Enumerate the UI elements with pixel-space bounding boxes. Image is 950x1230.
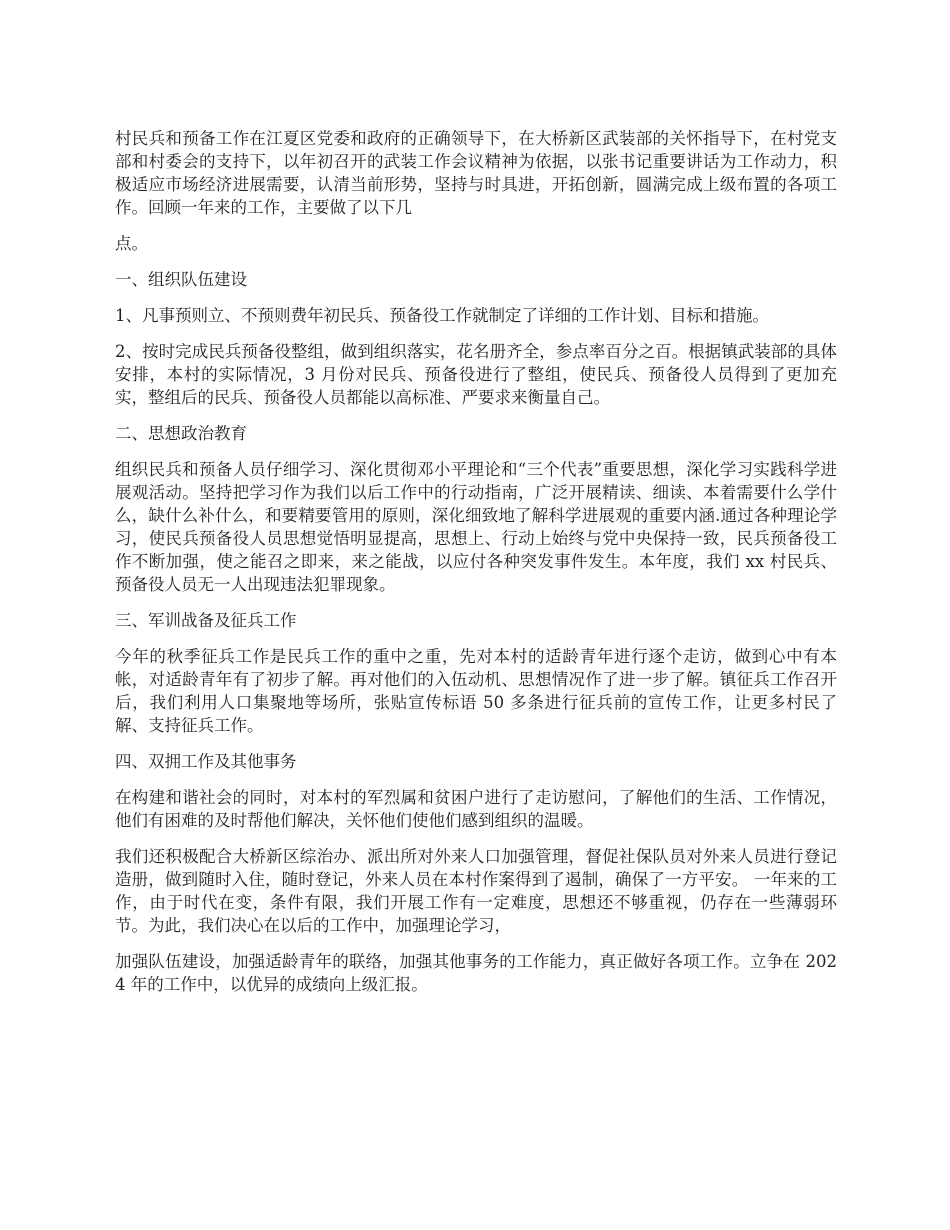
paragraph-recruitment: 今年的秋季征兵工作是民兵工作的重中之重，先对本村的适龄青年进行逐个走访，做到心中有本帐，对适龄青年有了初步了解。再对他们的入伍动机、思想情况作了进一步了解。镇征兵工作召开后，我们利用人口集聚地等场所，张贴宣传标语 50 多条进行征兵前的宣传工作，让更多村民了解、支持征兵工作。: [115, 647, 837, 735]
document-body: [115, 127, 837, 1009]
paragraph-political-education: 组织民兵和预备人员仔细学习、深化贯彻邓小平理论和“三个代表”重要思想，深化学习实践科学进展观活动。坚持把学习作为我们以后工作中的行动指南，广泛开展精读、细读、本着需要什么学什么，缺什么补什么，和要精要管用的原则，深化细致地了解科学进展观的重要内涵.通过各种理论学习，使民兵预备役人员思想觉悟明显提高，思想上、行动上始终与党中央保持一致，民兵预备役工作不断加强，使之能召之即来，来之能战，以应付各种突发事件发生。本年度，我们 xx 村民兵、预备役人员无一人出现违法犯罪现象。: [115, 460, 837, 594]
paragraph-support-work: 在构建和谐社会的同时，对本村的军烈属和贫困户进行了走访慰问，了解他们的生活、工作情况，他们有困难的及时帮他们解决，关怀他们使他们感到组织的温暖。: [115, 788, 837, 830]
paragraph-population-management: 我们还积极配合大桥新区综治办、派出所对外来人口加强管理，督促社保队员对外来人员进行登记造册，做到随时入住，随时登记，外来人员在本村作案得到了遏制，确保了一方平安。 一年来的工作，由于时代在变，条件有限，我们开展工作有一定难度，思想还不够重视，仍存在一些薄弱环节。为此，我们决心在以后的工作中，加强理论学习，: [115, 847, 837, 935]
paragraph-item-1: 1、凡事预则立、不预则费年初民兵、预备役工作就制定了详细的工作计划、目标和措施。: [115, 306, 769, 325]
section-heading-4: 四、双拥工作及其他事务: [115, 752, 297, 771]
section-heading-1: 一、组织队伍建设: [115, 270, 247, 289]
section-heading-2: 二、思想政治教育: [115, 424, 247, 443]
paragraph-intro-end: 点。: [115, 234, 148, 253]
paragraph-intro: 村民兵和预备工作在江夏区党委和政府的正确领导下，在大桥新区武装部的关怀指导下，在村党支部和村委会的支持下，以年初召开的武装工作会议精神为依据，以张书记重要讲话为工作动力，积极适应市场经济进展需要，认清当前形势，坚持与时具进，开拓创新，圆满完成上级布置的各项工作。回顾一年来的工作，主要做了以下几: [115, 129, 837, 217]
paragraph-item-2: 2、按时完成民兵预备役整组，做到组织落实，花名册齐全，参点率百分之百。根据镇武装部的具体安排，本村的实际情况，3 月份对民兵、预备役进行了整组，使民兵、预备役人员得到了更加充实，整组后的民兵、预备役人员都能以高标准、严要求来衡量自己。: [115, 342, 837, 407]
section-heading-3: 三、军训战备及征兵工作: [115, 611, 297, 630]
paragraph-conclusion: 加强队伍建设，加强适龄青年的联络，加强其他事务的工作能力，真正做好各项工作。立争在 2024 年的工作中，以优异的成绩向上级汇报。: [115, 952, 837, 994]
